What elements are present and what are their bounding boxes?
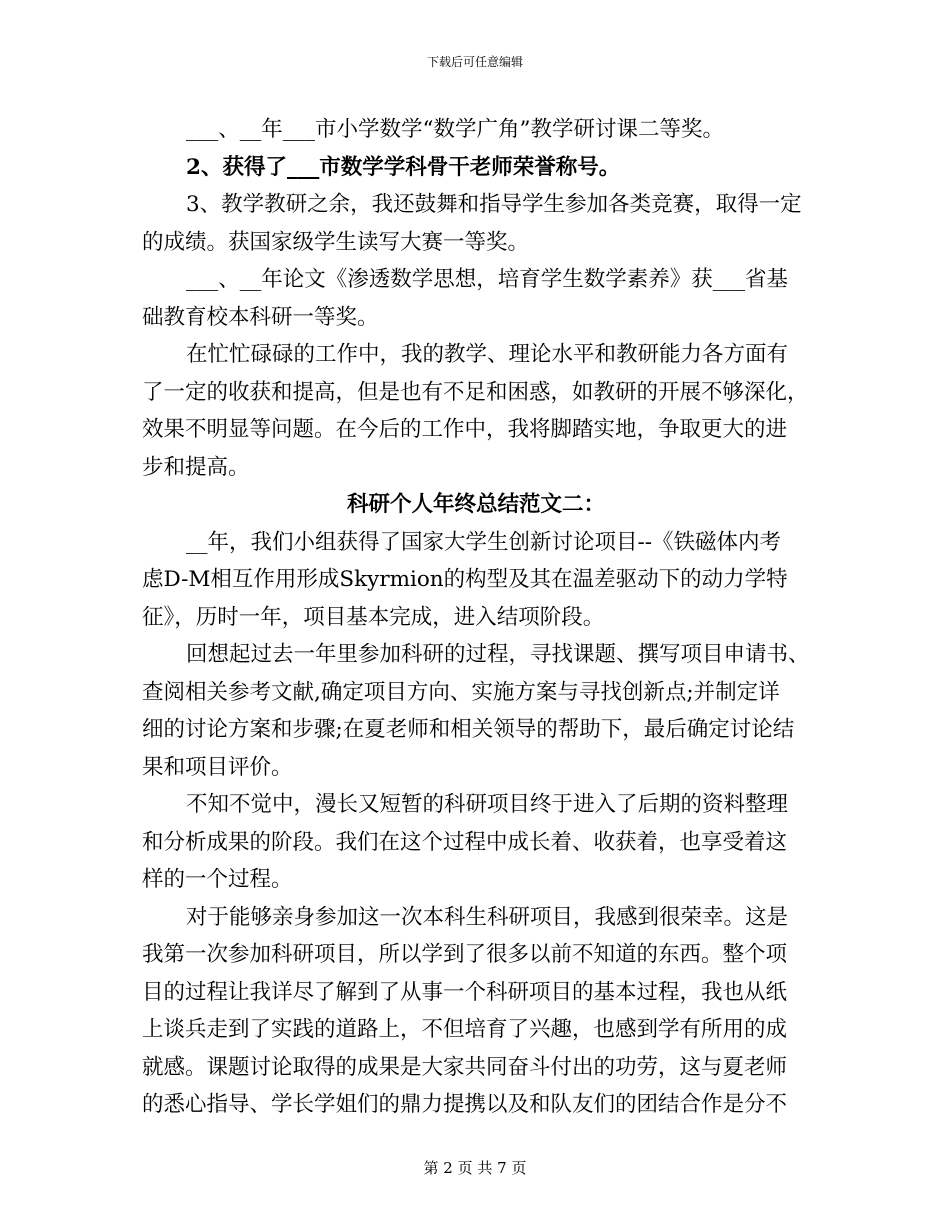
- text-line: 我第一次参加科研项目，所以学到了很多以前不知道的东西。整个项: [142, 942, 788, 967]
- paragraph: [142, 524, 810, 637]
- text-line: 征》，历时一年，项目基本完成，进入结项阶段。: [142, 604, 605, 630]
- paragraph: [142, 186, 810, 261]
- text-line: 础教育校本科研一等奖。: [142, 304, 379, 330]
- section-heading: [142, 486, 810, 524]
- paragraph: [142, 636, 810, 786]
- paragraph: [142, 111, 810, 149]
- text-line: 样的一个过程。: [142, 867, 293, 892]
- text-line: 就感。课题讨论取得的成果是大家共同奋斗付出的功劳，这与夏老师: [142, 1054, 788, 1080]
- paragraph: [142, 261, 810, 336]
- text-line: 对于能够亲身参加这一次本科生科研项目，我感到很荣幸。这是: [186, 904, 789, 930]
- text-line: ___、__年___市小学数学“数学广角”教学研讨课二等奖。: [186, 117, 724, 142]
- text-line: 回想起过去一年里参加科研的过程，寻找课题、撰写项目申请书、: [186, 642, 810, 667]
- text-line: 细的讨论方案和步骤;在夏老师和相关领导的帮助下，最后确定讨论结: [142, 717, 795, 742]
- text-line: ___、__年论文《渗透数学思想，培育学生数学素养》获___省基: [186, 267, 789, 292]
- document-body: [142, 111, 810, 1124]
- text-line: 步和提高。: [142, 454, 250, 480]
- text-line: 2、获得了___市数学学科骨干老师荣誉称号。: [186, 154, 621, 180]
- text-line: 目的过程让我详尽了解到了从事一个科研项目的基本过程，我也从纸: [142, 979, 788, 1005]
- text-line: 虑D-M相互作用形成Skyrmion的构型及其在温差驱动下的动力学特: [142, 567, 788, 592]
- paragraph: [142, 899, 810, 1124]
- text-line: 科研个人年终总结范文二：: [346, 492, 605, 517]
- text-line: 在忙忙碌碌的工作中，我的教学、理论水平和教研能力各方面有: [186, 342, 789, 367]
- text-line: 查阅相关参考文献,确定项目方向、实施方案与寻找创新点;并制定详: [142, 679, 780, 705]
- text-line: __年，我们小组获得了国家大学生创新讨论项目--《铁磁体内考: [186, 529, 782, 555]
- text-line: 果和项目评价。: [142, 754, 293, 780]
- text-line: 了一定的收获和提高，但是也有不足和困惑，如教研的开展不够深化，: [142, 379, 809, 405]
- text-line: 和分析成果的阶段。我们在这个过程中成长着、收获着，也享受着这: [142, 829, 788, 855]
- text-line: 不知不觉中，漫长又短暂的科研项目终于进入了后期的资料整理: [186, 792, 789, 817]
- text-line: 的成绩。获国家级学生读写大赛一等奖。: [142, 229, 530, 255]
- paragraph: [142, 149, 810, 187]
- paragraph: [142, 786, 810, 899]
- text-line: 3、教学教研之余，我还鼓舞和指导学生参加各类竞赛，取得一定: [186, 192, 802, 217]
- text-line: 效果不明显等问题。在今后的工作中，我将脚踏实地，争取更大的进: [142, 417, 788, 442]
- page-footer: 第 2 页 共 7 页: [423, 1159, 527, 1177]
- text-line: 的悉心指导、学长学姐们的鼎力提携以及和队友们的团结合作是分不: [142, 1092, 788, 1117]
- page-header: 下载后可任意编辑: [426, 55, 523, 69]
- paragraph: [142, 336, 810, 486]
- text-line: 上谈兵走到了实践的道路上，不但培育了兴趣，也感到学有所用的成: [142, 1017, 788, 1042]
